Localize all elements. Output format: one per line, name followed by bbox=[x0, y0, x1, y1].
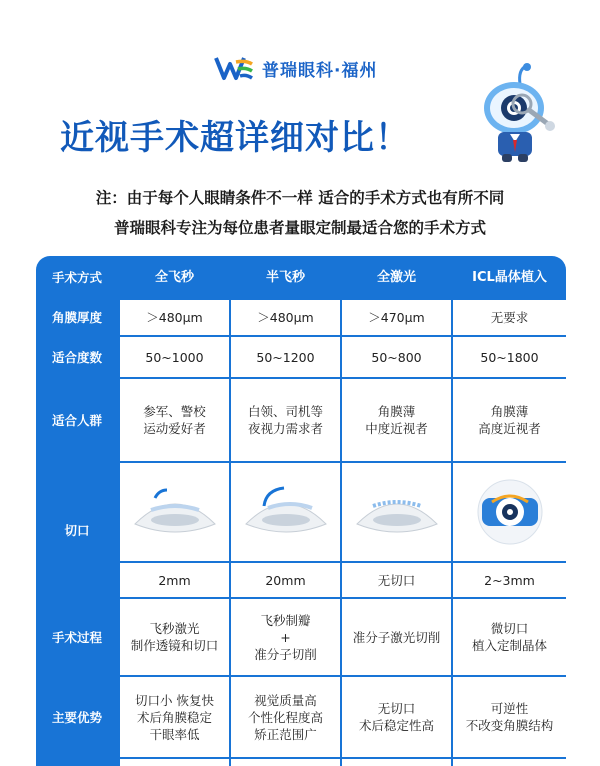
table-cell: 2mm bbox=[120, 563, 229, 597]
incision-image-cell bbox=[453, 463, 566, 561]
table-header-row bbox=[36, 256, 566, 298]
table-cell bbox=[453, 759, 566, 766]
table-cell: 可逆性 不改变角膜结构 bbox=[453, 677, 566, 757]
table-cell bbox=[342, 759, 451, 766]
table-cell: 50~1000 bbox=[120, 337, 229, 377]
brand-name: 普瑞眼科·福州 bbox=[262, 60, 378, 81]
table-row bbox=[36, 759, 566, 766]
logo-mark-icon bbox=[214, 54, 254, 82]
incision-image-cell bbox=[231, 463, 340, 561]
table-cell: 角膜薄 高度近视者 bbox=[453, 379, 566, 461]
header-col-1: 全飞秒 bbox=[154, 269, 194, 285]
table-cell: 50~800 bbox=[342, 337, 451, 377]
note-line-2: 普瑞眼科专注为每位患者量眼定制最适合您的手术方式 bbox=[113, 219, 486, 237]
table-row bbox=[36, 599, 566, 675]
table-cell: 白领、司机等 夜视力需求者 bbox=[231, 379, 340, 461]
table-cell: 飞秒制瓣 + 准分子切削 bbox=[231, 599, 340, 675]
header-col-3: 全激光 bbox=[376, 269, 416, 285]
note-line-1: 注：由于每个人眼睛条件不一样 适合的手术方式也有所不同 bbox=[95, 189, 505, 207]
eye-cut-icon bbox=[240, 476, 332, 548]
eye-cut-icon bbox=[129, 476, 221, 548]
comparison-table bbox=[36, 256, 566, 766]
icl-lens-icon bbox=[464, 476, 556, 548]
table-cell bbox=[120, 759, 229, 766]
table-row bbox=[36, 677, 566, 757]
incision-image-cell bbox=[120, 463, 229, 561]
row-label: 适合度数 bbox=[51, 349, 102, 365]
table-cell: 角膜薄 中度近视者 bbox=[342, 379, 451, 461]
table-cell: ＞480μm bbox=[231, 300, 340, 335]
table-row bbox=[36, 463, 566, 597]
table-cell: 无切口 bbox=[342, 563, 451, 597]
table-cell: ＞470μm bbox=[342, 300, 451, 335]
table-cell: ＞480μm bbox=[120, 300, 229, 335]
table-cell: 微切口 植入定制晶体 bbox=[453, 599, 566, 675]
table-cell: 2~3mm bbox=[453, 563, 566, 597]
table-cell: 50~1200 bbox=[231, 337, 340, 377]
row-label: 适合人群 bbox=[51, 412, 102, 428]
eye-cut-icon bbox=[351, 476, 443, 548]
table-cell: 准分子激光切削 bbox=[342, 599, 451, 675]
table-cell bbox=[231, 759, 340, 766]
header-col-2: 半飞秒 bbox=[265, 269, 305, 285]
table-row bbox=[36, 379, 566, 461]
table-cell: 飞秒激光 制作透镜和切口 bbox=[120, 599, 229, 675]
table-cell: 无切口 术后稳定性高 bbox=[342, 677, 451, 757]
table-cell: 无要求 bbox=[453, 300, 566, 335]
table-cell: 视觉质量高 个性化程度高 矫正范围广 bbox=[231, 677, 340, 757]
header-label: 手术方式 bbox=[51, 269, 102, 285]
row-label: 主要优势 bbox=[51, 709, 102, 725]
table-cell: 20mm bbox=[231, 563, 340, 597]
row-label: 切口 bbox=[64, 522, 90, 538]
header-col-4: ICL晶体植入 bbox=[472, 269, 547, 285]
table-cell: 参军、警校 运动爱好者 bbox=[120, 379, 229, 461]
table-row bbox=[36, 300, 566, 335]
row-label: 手术过程 bbox=[51, 629, 102, 645]
table-cell: 切口小 恢复快 术后角膜稳定 干眼率低 bbox=[120, 677, 229, 757]
brand-logo bbox=[214, 54, 377, 82]
table-cell: 50~1800 bbox=[453, 337, 566, 377]
page-title: 近视手术超详细对比！ bbox=[60, 118, 410, 158]
table-row bbox=[36, 337, 566, 377]
row-label: 角膜厚度 bbox=[51, 310, 102, 325]
incision-image-cell bbox=[342, 463, 451, 561]
